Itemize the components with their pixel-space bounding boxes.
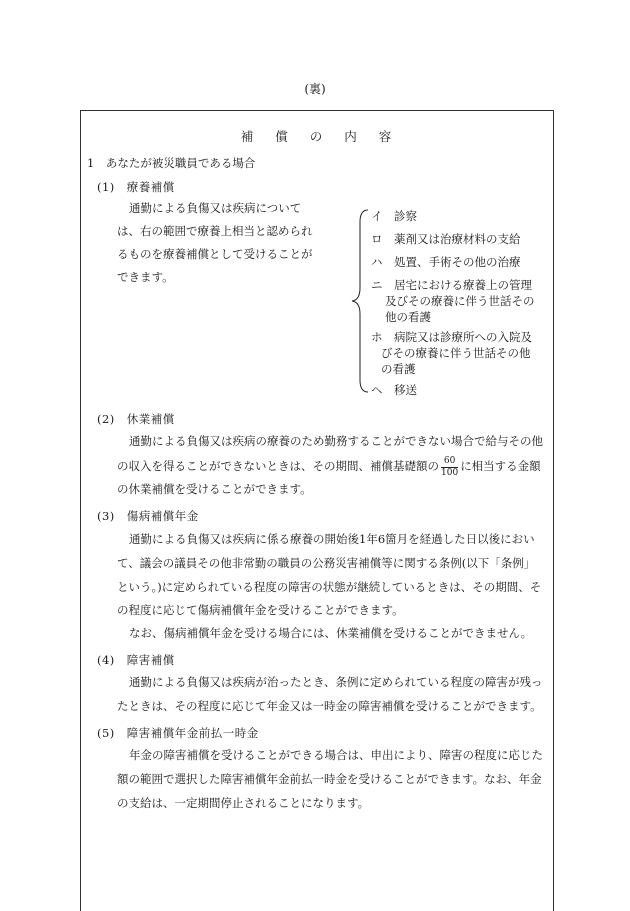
treatment-text: 及びその療養に伴う世話その bbox=[385, 294, 535, 308]
treatment-item bbox=[371, 208, 417, 224]
pension-line: の程度に応じて傷病補償年金を受けることができます。 bbox=[117, 603, 404, 617]
advance-heading: (5) 障害補償年金前払一時金 bbox=[97, 726, 259, 740]
medical-body-line: るものを療養補償として受けることが bbox=[117, 247, 313, 261]
treatment-item bbox=[371, 382, 417, 398]
leave-line-before: の収入を得ることができないときは、その期間、補償基礎額の bbox=[117, 459, 439, 473]
fraction-numerator: 60 bbox=[441, 456, 458, 468]
page-side-label: (裏) bbox=[304, 82, 326, 96]
section-title bbox=[81, 127, 553, 145]
medical-body-line: できます。 bbox=[117, 270, 174, 284]
title-char: の bbox=[309, 129, 325, 144]
treatment-mark: ハ bbox=[371, 255, 383, 269]
pension-line: 通勤による負傷又は疾病に係る療養の開始後1年6箇月を経過した日以後におい bbox=[129, 532, 535, 546]
treatment-item bbox=[371, 277, 535, 325]
leave-line: 通勤による負傷又は疾病の療養のため勤務することができない場合で給与その他 bbox=[129, 434, 543, 448]
treatment-text: びその療養に伴う世話その他 bbox=[381, 346, 531, 360]
medical-body-line: 通勤による負傷又は疾病について bbox=[129, 201, 302, 215]
fraction bbox=[441, 456, 458, 479]
treatment-text: 移送 bbox=[394, 383, 417, 397]
treatment-text: 診察 bbox=[394, 209, 417, 223]
treatment-mark: ホ bbox=[371, 330, 383, 344]
brace-icon bbox=[348, 208, 372, 394]
leave-line-after: に相当する金額 bbox=[460, 459, 541, 473]
fraction-denominator: 100 bbox=[441, 467, 459, 478]
leave-line: の休業補償を受けることができます。 bbox=[117, 482, 312, 496]
pension-line: て、議会の議員その他非常勤の職員の公務災害補償等に関する条例(以下「条例」 bbox=[117, 556, 536, 570]
treatment-text: 薬剤又は治療材料の支給 bbox=[394, 232, 521, 246]
treatment-text: の看護 bbox=[381, 362, 416, 376]
pension-heading: (3) 傷病補償年金 bbox=[97, 509, 199, 523]
title-char: 容 bbox=[378, 129, 394, 144]
treatment-text: 居宅における療養上の管理 bbox=[394, 278, 532, 292]
case-heading: 1 あなたが被災職員である場合 bbox=[87, 156, 256, 170]
leave-heading: (2) 休業補償 bbox=[97, 412, 175, 426]
advance-line: 額の範囲で選択した障害補償年金前払一時金を受けることができます。なお、年金 bbox=[117, 772, 542, 786]
pension-line: なお、傷病補償年金を受ける場合には、休業補償を受けることができません。 bbox=[129, 626, 533, 640]
advance-line: 年金の障害補償を受けることができる場合は、申出により、障害の程度に応じた bbox=[129, 748, 543, 762]
treatment-mark: ニ bbox=[371, 278, 383, 292]
title-char: 補 bbox=[240, 129, 256, 144]
treatment-mark: イ bbox=[371, 209, 383, 223]
title-char: 内 bbox=[344, 129, 359, 144]
treatment-text: 処置、手術その他の治療 bbox=[394, 255, 521, 269]
treatment-item bbox=[371, 254, 521, 270]
treatment-mark: ロ bbox=[371, 232, 383, 246]
treatment-text: 他の看護 bbox=[385, 310, 431, 324]
content-frame bbox=[80, 110, 554, 911]
treatment-item bbox=[371, 231, 521, 247]
disability-line: 通勤による負傷又は疾病が治ったとき、条例に定められている程度の障害が残っ bbox=[129, 675, 543, 689]
leave-line bbox=[117, 455, 541, 479]
medical-heading: (1) 療養補償 bbox=[97, 180, 175, 194]
treatment-mark: ヘ bbox=[371, 383, 383, 397]
pension-line: という。)に定められている程度の障害の状態が継続しているときは、その期間、そ bbox=[117, 580, 542, 594]
treatment-item bbox=[371, 329, 532, 377]
disability-line: たときは、その程度に応じて年金又は一時金の障害補償を受けることができます。 bbox=[117, 699, 542, 713]
title-char: 償 bbox=[275, 129, 290, 144]
disability-heading: (4) 障害補償 bbox=[97, 653, 175, 667]
treatment-text: 病院又は診療所への入院及 bbox=[394, 330, 532, 344]
medical-body-line: は、右の範囲で療養上相当と認められ bbox=[117, 224, 313, 238]
advance-line: の支給は、一定期間停止されることになります。 bbox=[117, 796, 370, 810]
